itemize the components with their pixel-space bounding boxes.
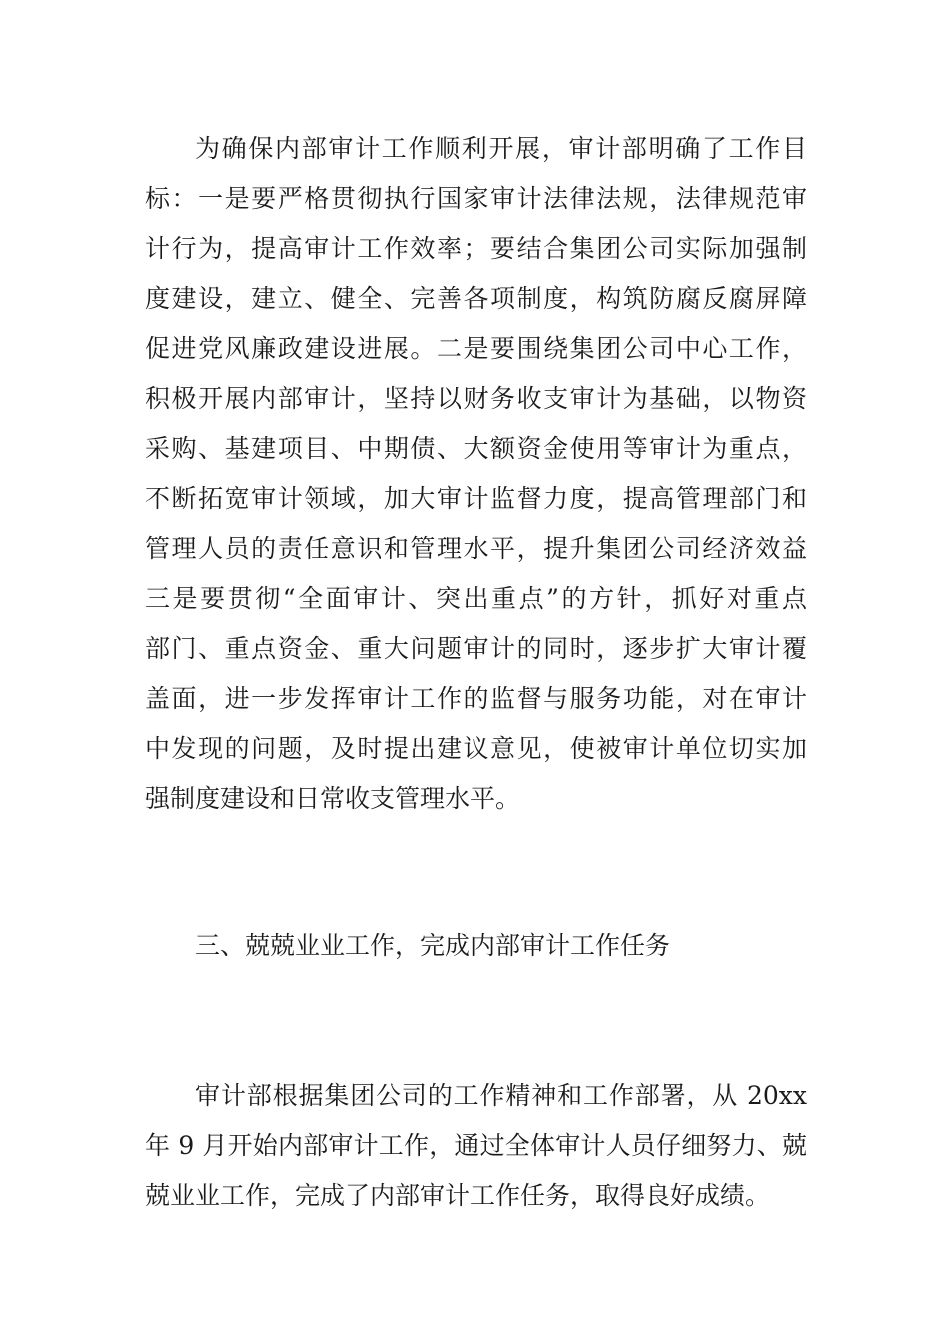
paragraph-1-line: 不断拓宽审计领域，加大审计监督力度，提高管理部门和: [145, 484, 807, 513]
paragraph-1-line: 部门、重点资金、重大问题审计的同时，逐步扩大审计覆: [145, 634, 807, 663]
paragraph-1-line: 度建设，建立、健全、完善各项制度，构筑防腐反腐屏障: [145, 284, 807, 313]
paragraph-1-line: 中发现的问题，及时提出建议意见，使被审计单位切实加: [145, 734, 807, 763]
paragraph-1-line: 三是要贯彻“全面审计、突出重点”的方针，抓好对重点: [145, 584, 807, 613]
paragraph-2-line: 审计部根据集团公司的工作精神和工作部署，从 20xx: [195, 1081, 807, 1110]
paragraph-1-line: 采购、基建项目、中期债、大额资金使用等审计为重点，: [145, 434, 807, 463]
paragraph-1-line: 标：一是要严格贯彻执行国家审计法律法规，法律规范审: [145, 184, 807, 213]
paragraph-1-line: 强制度建设和日常收支管理水平。: [145, 784, 521, 813]
paragraph-1-line: 积极开展内部审计，坚持以财务收支审计为基础，以物资: [145, 384, 807, 413]
paragraph-1-line: 盖面，进一步发挥审计工作的监督与服务功能，对在审计: [145, 684, 807, 713]
paragraph-1-line: 促进党风廉政建设进展。二是要围绕集团公司中心工作，: [145, 334, 807, 363]
paragraph-1-line: 为确保内部审计工作顺利开展，审计部明确了工作目: [195, 134, 807, 163]
paragraph-2-line: 兢业业工作，完成了内部审计工作任务，取得良好成绩。: [145, 1181, 771, 1210]
section-heading: 三、兢兢业业工作，完成内部审计工作任务: [195, 931, 671, 960]
paragraph-1-line: 管理人员的责任意识和管理水平，提升集团公司经济效益: [145, 534, 807, 563]
paragraph-2-line: 年 9 月开始内部审计工作，通过全体审计人员仔细努力、兢: [145, 1131, 807, 1160]
paragraph-1-line: 计行为，提高审计工作效率；要结合集团公司实际加强制: [145, 234, 807, 263]
